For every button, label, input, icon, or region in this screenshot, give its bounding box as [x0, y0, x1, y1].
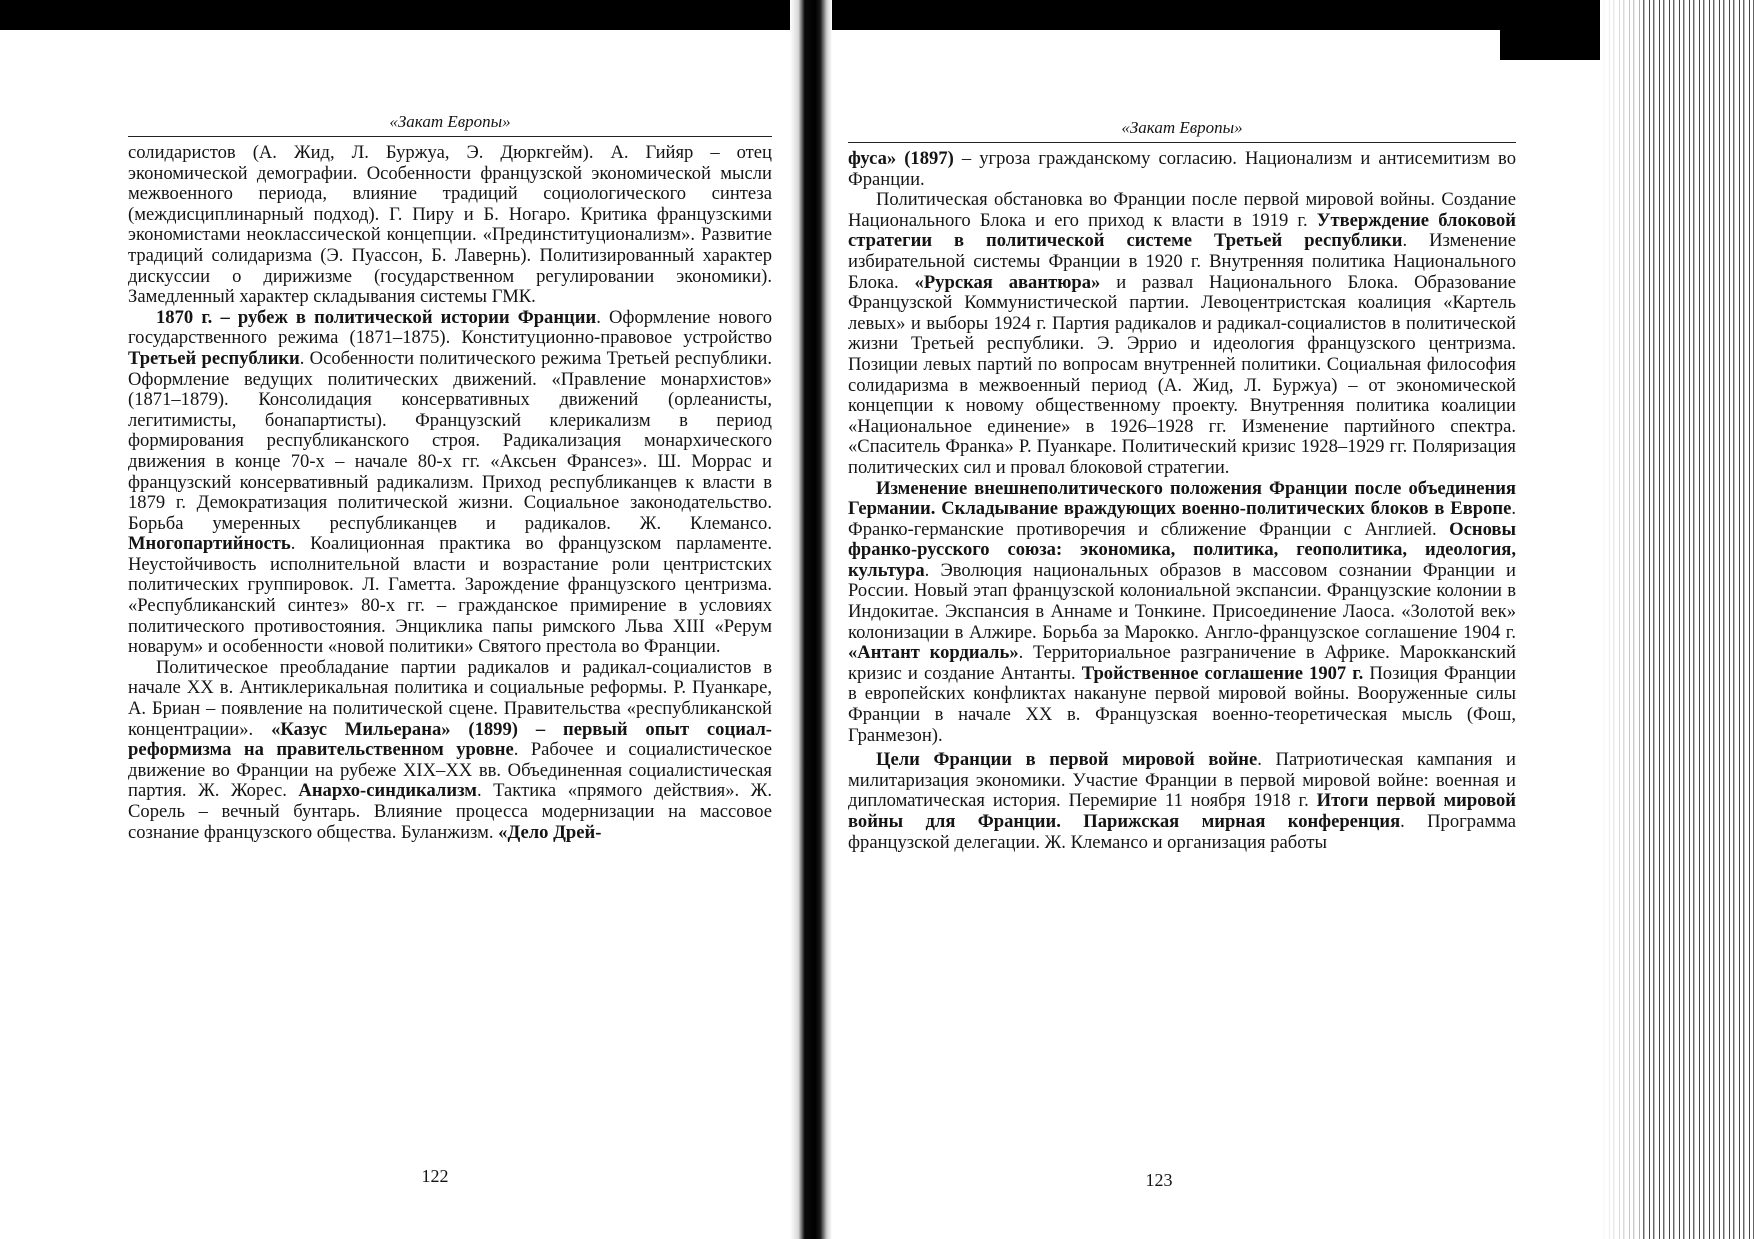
bold-phrase: «Казус Мильерана» (1899) – первый опыт социал-реформизма на правительственном уровне [128, 718, 772, 761]
text-run: . Патриотическая кампания и милитаризация экономики. Участие Франции в первой мировой войне: военная и дипломатическая история. Перемирие 11 ноября 1918 г. [848, 749, 1516, 812]
text-run: . Эволюция национальных образов в массовом сознании Франции и России. Новый этап французской колониальной экспансии. Французские колонии в Индокитае. Экспансия в Аннаме и Тонкине. Присоединение Лаоса. «Золотой век» колонизации в Алжире. Борьба за Марокко. Англо-французское соглашение 1904 г. [848, 559, 1516, 643]
paragraph [848, 479, 1516, 747]
paragraph [128, 143, 772, 308]
text-run: . Рабочее и социалистическое движение во Франции на рубеже XIX–XX вв. Объединенная социалистическая партия. Ж. Жорес. [128, 739, 772, 802]
page-edges [1600, 0, 1754, 1239]
page-body [848, 149, 1516, 853]
text-run: . Особенности политического режима Третьей республики. Оформление ведущих политических движений. «Правление монархистов» (1871–1879). Консолидация консервативных движений (орлеанисты, легитимисты, бонапартисты). Французский клерикализм в период формирования республиканского строя. Радикализация монархического движения в конце 70-х – начале 80-х гг. «Аксьен Франсез». Ш. Моррас и французский консервативный радикализм. Приход республиканцев к власти в 1879 г. Демократизация политической жизни. Социальное законодательство. Борьба умеренных республиканцев и радикалов. Ж. Клемансо. [128, 347, 772, 534]
text-run: . Оформление нового государственного режима (1871–1875). Конституционно-правовое устройство [128, 306, 773, 349]
paragraph [848, 149, 1516, 190]
running-head: «Закат Европы» [848, 118, 1516, 143]
scan-top-border [0, 0, 1754, 30]
text-run: солидаристов (А. Жид, Л. Буржуа, Э. Дюркгейм). А. Гийяр – отец экономической демографии. Особенности французской экономической мысли межвоенного периода, влияние традиций социологического синтеза (междисциплинарный подход). Г. Пиру и Б. Ногаро. Критика французскими экономистами неоклассической концепции. «Прединституционализм». Развитие традиций солидаризма (Э. Пуассон, Б. Лавернь). Политизированный характер дискуссии о дирижизме (государственном регулировании экономики). Замедленный характер складывания системы ГМК. [128, 142, 772, 308]
text-run: Политическая обстановка во Франции после первой мировой войны. Создание Национального Блока и его приход к власти в 1919 г. [848, 189, 1516, 231]
right-page [848, 118, 1516, 853]
bold-phrase: 1870 г. – рубеж в политической истории Франции [156, 306, 597, 328]
text-run: . Франко-германские противоречия и сближение Франции с Англией. [848, 498, 1516, 540]
bold-phrase: «Рурская авантюра» [914, 271, 1101, 293]
paragraph [128, 308, 772, 658]
page-body [128, 143, 772, 843]
bold-phrase: Основы франко-русского союза: экономика, политика, геополитика, идеология, культура [848, 518, 1516, 581]
page-number: 123 [1145, 1170, 1173, 1190]
paragraph [848, 190, 1516, 478]
text-run: – угроза гражданскому согласию. Национализм и антисемитизм во Франции. [848, 148, 1517, 190]
text-run: . Программа французской делегации. Ж. Клемансо и организация работы [848, 811, 1516, 853]
text-run: и развал Национального Блока. Образование Французской Коммунистической партии. Левоцентристская коалиция «Картель левых» и выборы 1924 г. Партия радикалов и радикал-социалистов в политической жизни Третьей республики. Э. Эррио и идеология французского центризма. Позиции левых партий по вопросам внутренней политики. Социальная философия солидаризма в межвоенный период (А. Жид, Л. Буржуа) – от экономической концепции к новому общественному проекту. Внутренняя политика коалиции «Национальное единение» в 1926–1928 гг. Изменение партийного спектра. «Спаситель Франка» Р. Пуанкаре. Политический кризис 1928–1929 гг. Поляризация политических сил и провал блоковой стратегии. [848, 271, 1517, 478]
page-number: 122 [421, 1166, 449, 1186]
bold-phrase: «Антант кордиаль» [848, 642, 1019, 664]
text-run: . Тактика «прямого действия». Ж. Сорель – вечный бунтарь. Влияние процесса модернизации на массовое сознание французского общества. Буланжизм. [128, 780, 772, 843]
text-run: . Коалиционная практика во французском парламенте. Неустойчивость исполнительной власти и возрастание роли центристских политических группировок. Л. Гаметта. Зарождение французского центризма. «Республиканский синтез» 80-х гг. – гражданское примирение в условиях политического противостояния. Энциклика папы римского Льва XIII «Рерум новарум» и особенности «новой политики» Святого престола во Франции. [128, 533, 772, 658]
bold-phrase: фуса» (1897) [848, 148, 954, 169]
bold-phrase: Анархо-синдикализм [298, 780, 477, 802]
left-page [128, 112, 772, 843]
bold-phrase: Многопартийность [128, 533, 291, 555]
text-run: . Территориальное разграничение в Африке. Марокканский кризис и создание Антанты. [848, 642, 1516, 684]
bold-phrase: «Дело Дрей- [498, 821, 602, 843]
bold-phrase: Цели Франции в первой мировой войне [876, 749, 1258, 771]
bold-phrase: Итоги первой мировой войны для Франции. Парижская мирная конференция [848, 790, 1516, 832]
text-run: Позиция Франции в европейских конфликтах накануне первой мировой войны. Вооруженные силы Франции в начале XX в. Французская военно-теоретическая мысль (Фош, Гранмезон). [848, 662, 1516, 746]
paragraph [848, 750, 1516, 853]
bold-phrase: Третьей республики [128, 347, 300, 369]
paragraph [128, 658, 772, 843]
text-run: Политическое преобладание партии радикалов и радикал-социалистов в начале XX в. Антиклерикальная политика и социальные реформы. Р. Пуанкаре, А. Бриан – появление на политической сцене. Правительства «республиканской концентрации». [128, 656, 772, 740]
bold-phrase: Утверждение блоковой стратегии в политической системе Третьей республики [848, 209, 1517, 252]
running-head: «Закат Европы» [128, 112, 772, 137]
text-run: . Изменение избирательной системы Франции в 1920 г. Внутренняя политика Национального Блока. [848, 230, 1516, 293]
bold-phrase: Тройственное соглашение 1907 г. [1081, 662, 1364, 684]
book-spine [790, 0, 832, 1239]
bold-phrase: Изменение внешнеполитического положения Франции после объединения Германии. Складывание враждующих военно-политических блоков в Европе [848, 477, 1516, 520]
